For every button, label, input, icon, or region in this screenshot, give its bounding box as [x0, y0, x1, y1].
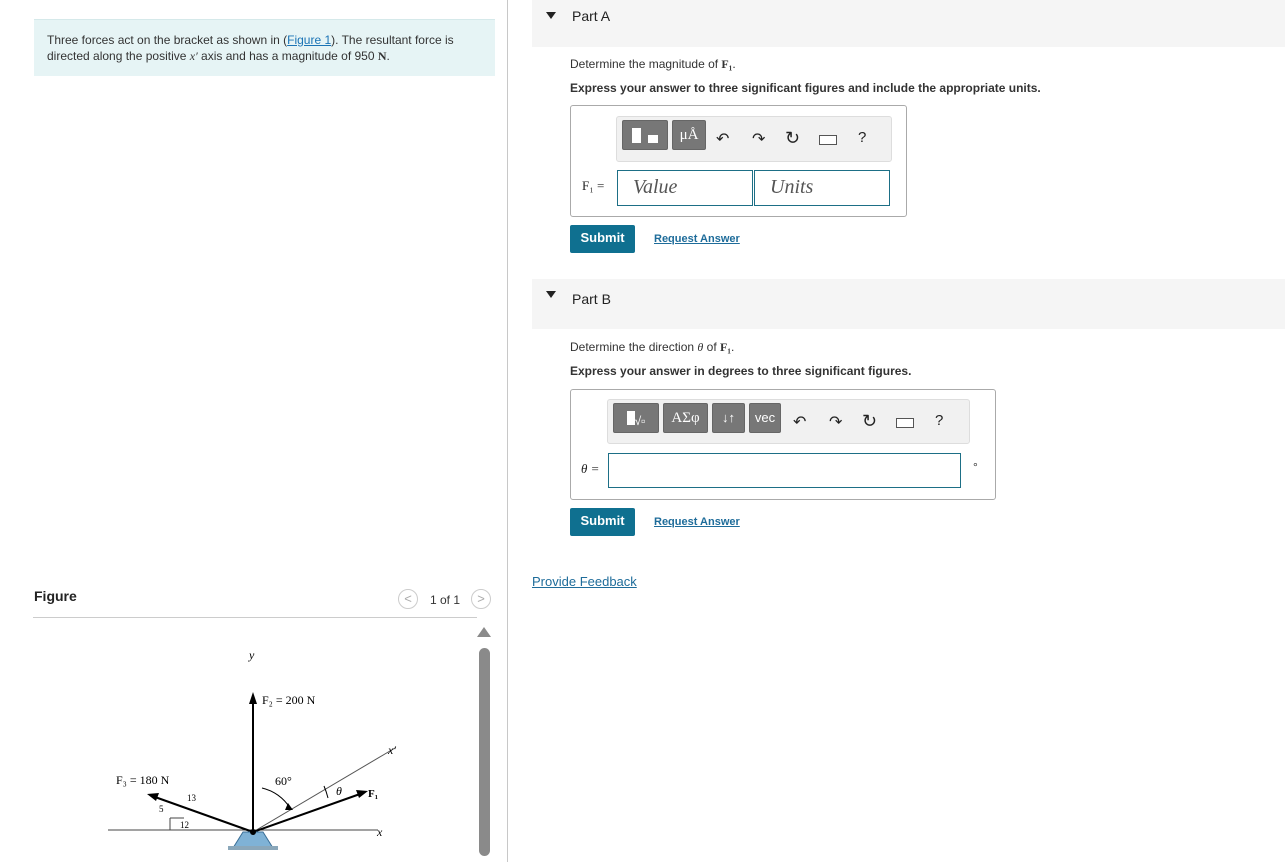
part-b-submit-button[interactable]: Submit	[570, 508, 635, 536]
problem-text-mid: ). The resultant force is directed along the positive	[47, 33, 454, 63]
part-b-toolbar	[607, 399, 970, 444]
templates-icon[interactable]	[622, 120, 668, 150]
f2-label: F₂ = 200 N	[262, 693, 316, 707]
x-prime-axis-label: x′	[388, 743, 396, 757]
arrows-button[interactable]: ↓↑	[712, 403, 745, 433]
prompt-variable-theta: θ	[697, 340, 704, 354]
prompt-text: Determine the direction	[570, 340, 698, 354]
prompt-variable: F₁	[720, 340, 731, 354]
bracket-diagram	[100, 640, 430, 862]
problem-text-mid2: axis and has a magnitude of 950	[197, 49, 378, 63]
collapse-caret-icon[interactable]	[546, 291, 556, 298]
part-a-instruction: Express your answer to three significant figures and include the appropriate units.	[570, 81, 1041, 95]
f1-label: F₁	[368, 788, 379, 800]
reset-icon[interactable]: ↻	[785, 128, 801, 148]
keyboard-icon[interactable]	[819, 135, 837, 145]
f1-vector	[253, 794, 360, 832]
part-b-instruction: Express your answer in degrees to three significant figures.	[570, 364, 912, 378]
figure-page-count: 1 of 1	[430, 593, 461, 607]
degree-unit-label: °	[973, 460, 978, 474]
scrollbar-thumb[interactable]	[479, 648, 490, 856]
angle-60-label: 60°	[275, 774, 292, 788]
undo-icon[interactable]: ↶	[793, 414, 807, 431]
provide-feedback-link[interactable]: Provide Feedback	[532, 574, 637, 589]
slope-12-label: 12	[180, 820, 189, 830]
bracket-pin	[250, 829, 256, 835]
problem-text-end: .	[386, 49, 390, 63]
part-a-submit-button[interactable]: Submit	[570, 225, 635, 253]
keyboard-icon[interactable]	[896, 418, 914, 428]
prev-figure-button[interactable]: <	[398, 589, 418, 609]
collapse-caret-icon[interactable]	[546, 12, 556, 19]
units-input[interactable]	[754, 170, 890, 206]
figure-label: Figure	[34, 588, 77, 604]
slope-13-label: 13	[187, 793, 196, 803]
f1-arrowhead	[356, 790, 368, 798]
undo-icon[interactable]: ↶	[716, 131, 730, 148]
divider	[33, 617, 477, 618]
part-a-prompt	[570, 57, 736, 72]
next-figure-button[interactable]: >	[471, 589, 491, 609]
value-placeholder: Value	[633, 176, 678, 198]
unit-symbol: N	[377, 49, 387, 63]
redo-icon[interactable]: ↷	[752, 131, 766, 148]
prompt-end: .	[730, 340, 735, 354]
slope-5-label: 5	[159, 804, 164, 814]
greek-symbols-button[interactable]: ΑΣφ	[663, 403, 708, 433]
sqrt-template-icon[interactable]: √▫	[613, 403, 659, 433]
bracket-ground	[228, 846, 278, 850]
theta-input[interactable]	[608, 453, 961, 488]
x-axis-label: x	[377, 825, 383, 839]
part-a-toolbar	[616, 116, 892, 162]
part-b-header[interactable]	[532, 279, 1285, 329]
prompt-mid: of	[703, 340, 720, 354]
f3-arrowhead	[147, 793, 159, 801]
angle-60-arc	[262, 788, 290, 808]
figure-link[interactable]: Figure 1	[287, 33, 332, 47]
y-axis-label: y	[249, 648, 255, 662]
part-a-title: Part A	[572, 8, 611, 24]
part-b-title: Part B	[572, 291, 611, 307]
axis-symbol: x′	[189, 49, 198, 63]
part-a-answer-box	[570, 105, 907, 217]
problem-text: Three forces act on the bracket as shown in (	[47, 33, 288, 47]
redo-icon[interactable]: ↷	[829, 414, 843, 431]
reset-icon[interactable]: ↻	[862, 411, 878, 431]
units-button[interactable]: μÅ	[672, 120, 706, 150]
part-b-prompt	[570, 340, 734, 355]
part-a-request-answer-link[interactable]: Request Answer	[654, 233, 740, 245]
help-icon[interactable]: ?	[858, 129, 867, 146]
theta-variable-label: θ =	[581, 461, 600, 476]
value-input[interactable]	[617, 170, 753, 206]
part-a-header[interactable]	[532, 0, 1285, 47]
units-placeholder: Units	[770, 176, 814, 198]
part-b-answer-box	[570, 389, 996, 500]
prompt-variable: F₁	[721, 57, 733, 71]
scroll-up-arrow-icon[interactable]	[477, 627, 491, 637]
f3-label: F₃ = 180 N	[116, 773, 170, 787]
left-pane	[0, 0, 508, 862]
theta-label: θ	[336, 784, 342, 798]
part-b-request-answer-link[interactable]: Request Answer	[654, 516, 740, 528]
prompt-text: Determine the magnitude of	[570, 57, 722, 71]
f1-variable-label: F₁ =	[582, 178, 605, 193]
vector-button[interactable]: vec	[749, 403, 781, 433]
help-icon[interactable]: ?	[935, 412, 944, 429]
prompt-end: .	[732, 57, 736, 71]
problem-statement	[34, 19, 495, 76]
angle-60-arc-head	[285, 803, 293, 810]
f2-arrowhead	[249, 692, 257, 704]
